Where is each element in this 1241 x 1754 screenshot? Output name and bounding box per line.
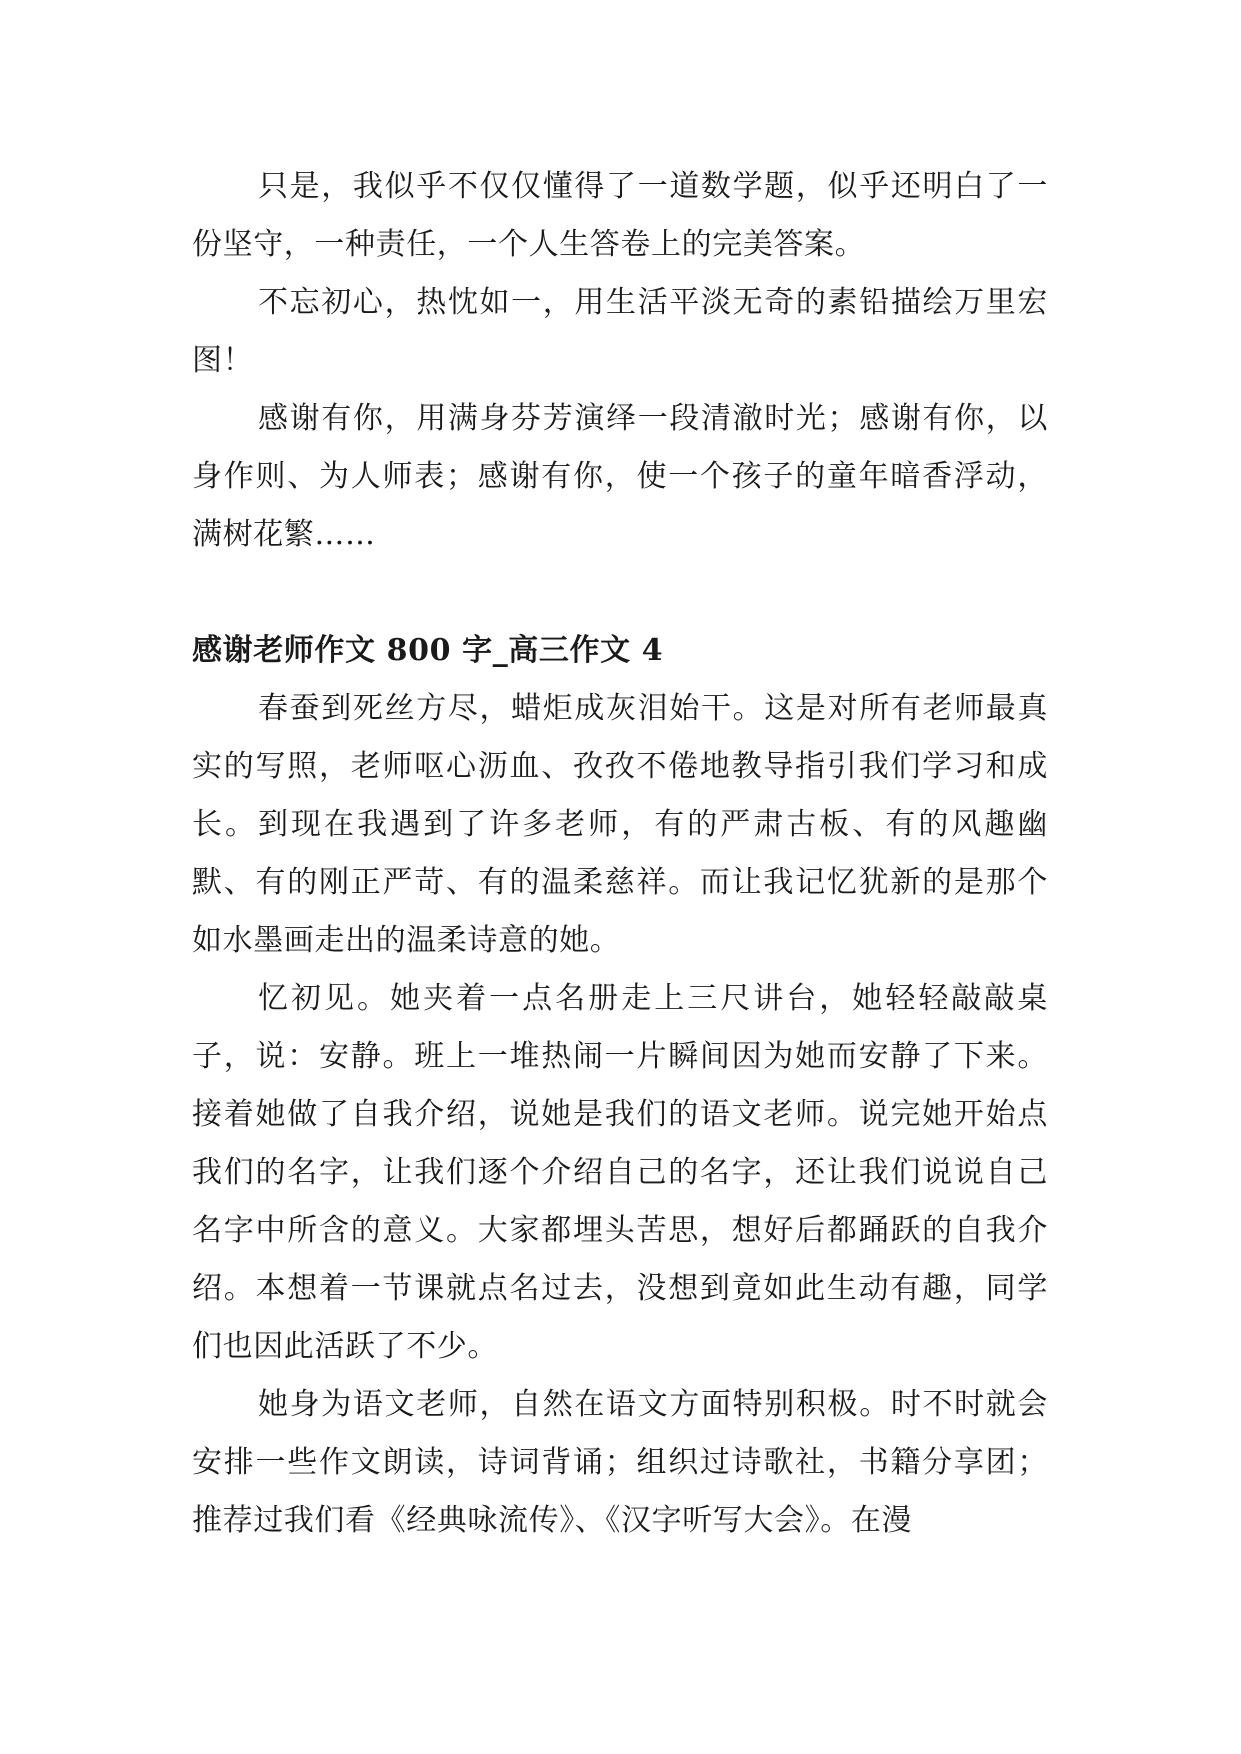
paragraph-2: 忆初见。她夹着一点名册走上三尺讲台，她轻轻敲敲桌子，说：安静。班上一堆热闹一片瞬间因为她而安静了下来。接着她做了自我介绍，说她是我们的语文老师。说完她开始点我们的名字，让我们逐个介绍自己的名字，还让我们说说自己名字中所含的意义。大家都埋头苦思，想好后都踊跃的自我介绍。本想着一节课就点名过去，没想到竟如此生动有趣，同学们也因此活跃了不少。	[192, 981, 1048, 1364]
paragraph-1: 春蚕到死丝方尽，蜡炬成灰泪始干。这是对所有老师最真实的写照，老师呕心沥血、孜孜不倦地教导指引我们学习和成长。到现在我遇到了许多老师，有的严肃古板、有的风趣幽默、有的刚正严苛、有的温柔慈祥。而让我记忆犹新的是那个如水墨画走出的温柔诗意的她。	[192, 691, 1048, 958]
paragraph-3: 她身为语文老师，自然在语文方面特别积极。时不时就会安排一些作文朗读，诗词背诵；组织过诗歌社，书籍分享团；推荐过我们看《经典咏流传》、《汉字听写大会》。在漫	[192, 1387, 1048, 1538]
section-heading: 感谢老师作文 800 字_高三作文 4	[192, 633, 664, 668]
document-body	[192, 158, 1048, 1550]
section-spacer	[192, 564, 1048, 622]
paragraph-prev-3: 感谢有你，用满身芬芳演绎一段清澈时光；感谢有你，以身作则、为人师表；感谢有你，使一个孩子的童年暗香浮动，满树花繁……	[192, 401, 1048, 552]
paragraph-prev-1: 只是，我似乎不仅仅懂得了一道数学题，似乎还明白了一份坚守，一种责任，一个人生答卷上的完美答案。	[192, 169, 1048, 262]
paragraph-prev-2: 不忘初心，热忱如一，用生活平淡无奇的素铅描绘万里宏图！	[192, 285, 1048, 378]
